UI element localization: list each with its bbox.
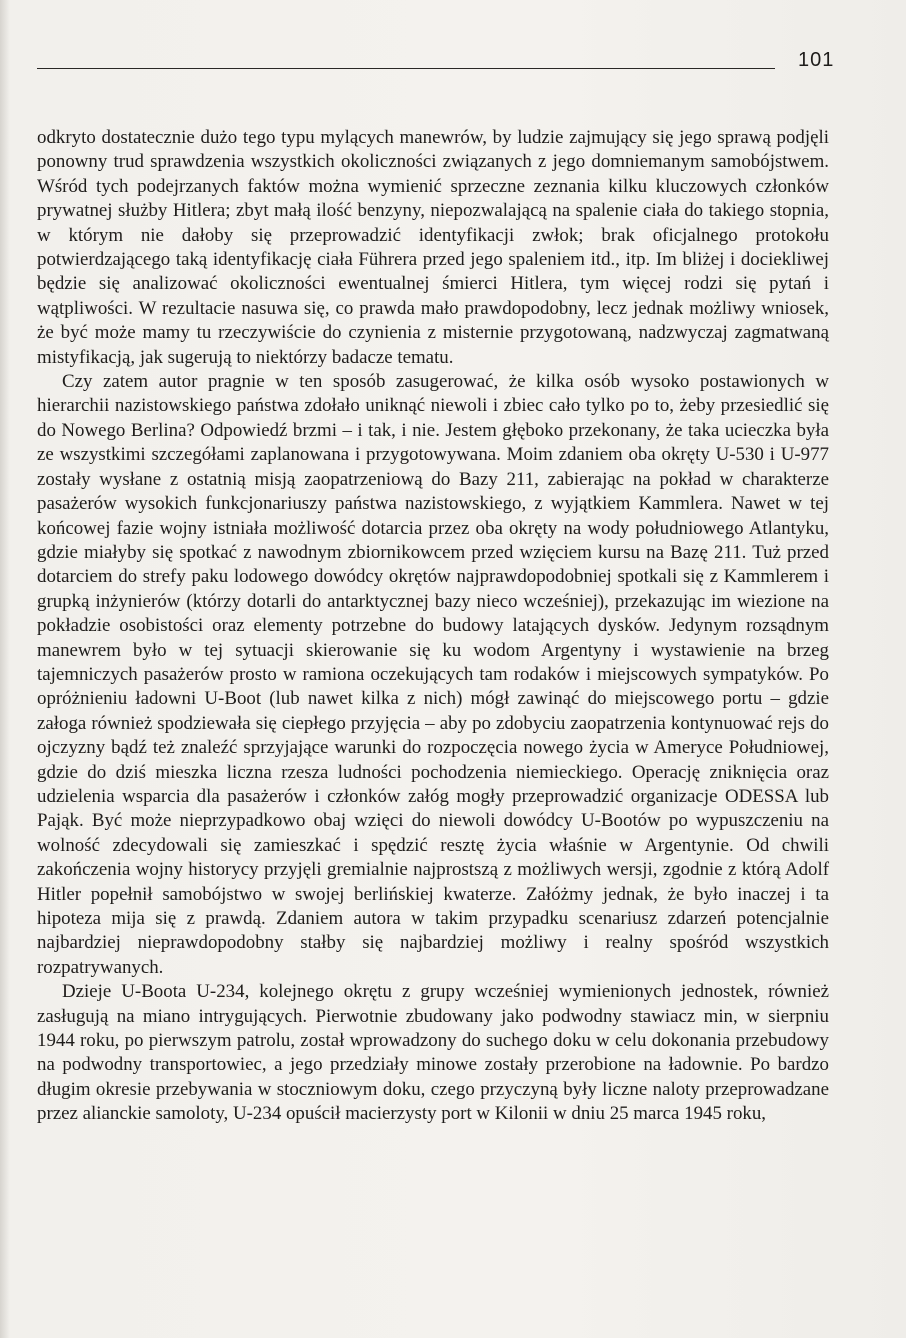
header-rule [37,68,775,69]
paragraph-2: Czy zatem autor pragnie w ten sposób zasugerować, że kilka osób wysoko postawionych w hierarchii nazistowskiego państwa zdołało uniknąć niewoli i zbiec cało tylko po to, żeby przesiedlić się do Nowego Berlina? Odpowiedź brzmi – i tak, i nie. Jestem głęboko przekonany, że taka ucieczka była ze wszystkimi szczegółami zaplanowana i przygotowywana. Moim zdaniem oba okręty U-530 i U-977 zostały wysłane z ostatnią misją zaopatrzeniową do Bazy 211, zabierając na pokład w charakterze pasażerów wysokich funkcjonariuszy państwa nazistowskiego, z wyjątkiem Kammlera. Nawet w tej końcowej fazie wojny istniała możliwość dotarcia przez oba okręty na wody południowego Atlantyku, gdzie miałyby się spotkać z nawodnym zbiornikowcem przed wzięciem kursu na Bazę 211. Tuż przed dotarciem do strefy paku lodowego dowódcy okrętów najprawdopodobniej spotkali się z Kammlerem i grupką inżynierów (którzy dotarli do antarktycznej bazy nieco wcześniej), przekazując im wiezione na pokładzie osobistości oraz elementy potrzebne do budowy latających dysków. Jedynym rozsądnym manewrem było w tej sytuacji skierowanie się ku wodom Argentyny i wystawienie na brzeg tajemniczych pasażerów prosto w ramiona oczekujących tam rodaków i miejscowych sympatyków. Po opróżnieniu ładowni U-Boot (lub nawet kilka z nich) mógł zawinąć do miejscowego portu – gdzie załoga również spodziewała się ciepłego przyjęcia – aby po zdobyciu zaopatrzenia kontynuować rejs do ojczyzny bądź też znaleźć sprzyjające warunki do rozpoczęcia nowego życia w Ameryce Południowej, gdzie do dziś mieszka liczna rzesza ludności pochodzenia niemieckiego. Operację zniknięcia oraz udzielenia wsparcia dla pasażerów i członków załóg mogły przeprowadzić organizacje ODESSA lub Pająk. Być może nieprzypadkowo obaj wzięci do niewoli dowódcy U-Bootów po wypuszczeniu na wolność zdecydowali się zamieszkać i spędzić resztę życia właśnie w Argentynie. Od chwili zakończenia wojny historycy przyjęli gremialnie najprostszą z możliwych wersji, zgodnie z którą Adolf Hitler popełnił samobójstwo w swojej berlińskiej kwaterze. Załóżmy jednak, że było inaczej i ta hipoteza mija się z prawdą. Zdaniem autora w takim przypadku scenariusz zdarzeń potencjalnie najbardziej nieprawdopodobny stałby się najbardziej możliwy i realny spośród wszystkich rozpatrywanych. [37,371,829,978]
page-number: 101 [798,49,835,71]
page-gutter-shadow [0,0,10,1338]
paragraph-1: odkryto dostatecznie dużo tego typu mylących manewrów, by ludzie zajmujący się jego sprawą podjęli ponowny trud sprawdzenia wszystkich okoliczności związanych z jego domniemanym samobójstwem. Wśród tych podejrzanych faktów można wymienić sprzeczne zeznania kilku kluczowych członków prywatnej służby Hitlera; zbyt małą ilość benzyny, niepozwalającą na spalenie ciała do takiego stopnia, w którym nie dałoby się przeprowadzić identyfikacji zwłok; brak oficjalnego protokołu potwierdzającego taką identyfikację ciała Führera przed jego spaleniem itd., itp. Im bliżej i dociekliwej będzie się analizować okoliczności ewentualnej śmierci Hitlera, tym więcej rodzi się pytań i wątpliwości. W rezultacie nasuwa się, co prawda mało prawdopodobny, lecz jednak możliwy wniosek, że być może mamy tu rzeczywiście do czynienia z misternie przygotowaną, nadzwyczaj zagmatwaną mistyfikacją, jak sugerują to niektórzy badacze tematu. [37,127,829,368]
paragraph-3: Dzieje U-Boota U-234, kolejnego okrętu z grupy wcześniej wymienionych jednostek, również zasługują na miano intrygujących. Pierwotnie zbudowany jako podwodny stawiacz min, w sierpniu 1944 roku, po pierwszym patrolu, został wprowadzony do suchego doku w celu dokonania przebudowy na podwodny transportowiec, a jego przedziały minowe zostały przerobione na ładownie. Po bardzo długim okresie przebywania w stoczniowym doku, czego przyczyną były liczne naloty przeprowadzane przez alianckie samoloty, U-234 opuścił macierzysty port w Kilonii w dniu 25 marca 1945 roku, [37,981,829,1125]
body-text [37,126,829,1127]
